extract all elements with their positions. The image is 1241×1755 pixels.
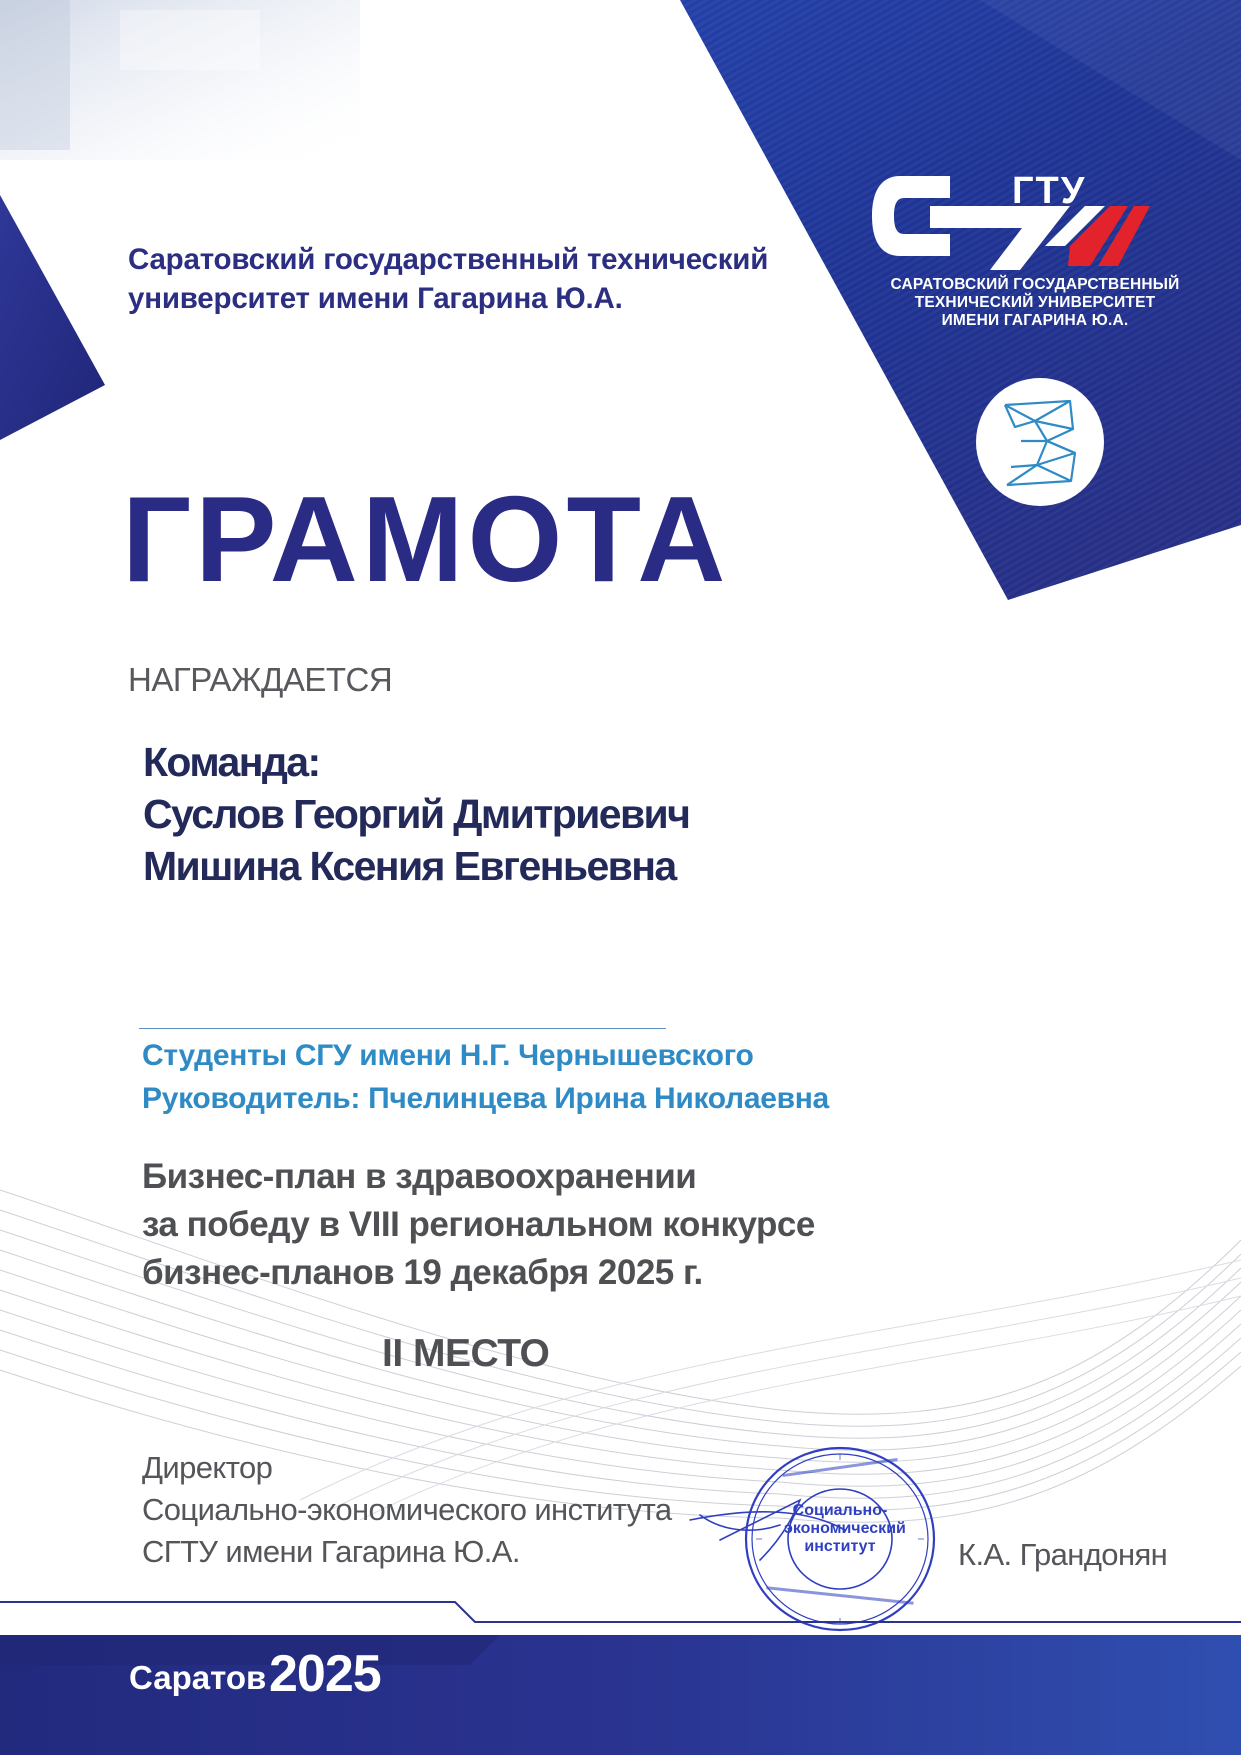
director-block — [142, 1447, 672, 1573]
signer-name: К.А. Грандонян — [958, 1537, 1168, 1572]
director-line: СГТУ имени Гагарина Ю.А. — [142, 1534, 520, 1569]
university-name-line: Саратовский государственный технический — [128, 243, 769, 276]
place-label: II МЕСТО — [382, 1332, 550, 1375]
stamp-text-line: институт — [804, 1538, 876, 1555]
awarded-label: НАГРАЖДАЕТСЯ — [128, 661, 393, 698]
achievement-line: Бизнес-план в здравоохранении — [142, 1157, 697, 1196]
team-member: Мишина Ксения Евгеньевна — [143, 843, 676, 889]
sgtu-logo-mark — [870, 176, 1160, 276]
affiliation-block — [142, 1034, 829, 1120]
certificate-title: ГРАМОТА — [122, 471, 730, 607]
footer-year: 2025 — [269, 1645, 381, 1703]
director-line: Социально-экономического института — [142, 1492, 672, 1527]
supervisor-line: Руководитель: Пчелинцева Ирина Николаевна — [142, 1082, 829, 1115]
affiliation-line: Студенты СГУ имени Н.Г. Чернышевского — [142, 1039, 754, 1072]
left-blue-triangle — [0, 195, 110, 440]
logo-caption-line: ИМЕНИ ГАГАРИНА Ю.А. — [941, 312, 1129, 329]
achievement-line: бизнес-планов 19 декабря 2025 г. — [142, 1253, 703, 1292]
logo-caption-line: ТЕХНИЧЕСКИЙ УНИВЕРСИТЕТ — [914, 294, 1156, 311]
stamp-text-line: Социально- — [792, 1502, 888, 1519]
director-line: Директор — [142, 1450, 273, 1485]
logo-caption — [855, 276, 1215, 330]
corner-photo-decoration — [0, 0, 360, 160]
faceted-3-emblem-icon — [975, 377, 1105, 507]
stamp-text-line: экономический — [784, 1520, 906, 1537]
university-name-line: университет имени Гагарина Ю.А. — [128, 282, 623, 315]
svg-text:ГТУ: ГТУ — [1012, 176, 1087, 212]
team-member: Суслов Георгий Дмитриевич — [143, 791, 690, 837]
team-block — [143, 736, 689, 892]
achievement-block — [142, 1153, 815, 1297]
university-name — [128, 240, 808, 318]
stamp-center-text — [784, 1502, 906, 1556]
footer-city: Саратов — [129, 1659, 267, 1696]
logo-caption-line: САРАТОВСКИЙ ГОСУДАРСТВЕННЫЙ — [890, 276, 1180, 293]
divider-line — [139, 1028, 666, 1029]
achievement-line: за победу в VIII региональном конкурсе — [142, 1205, 815, 1244]
team-label: Команда: — [143, 739, 320, 785]
